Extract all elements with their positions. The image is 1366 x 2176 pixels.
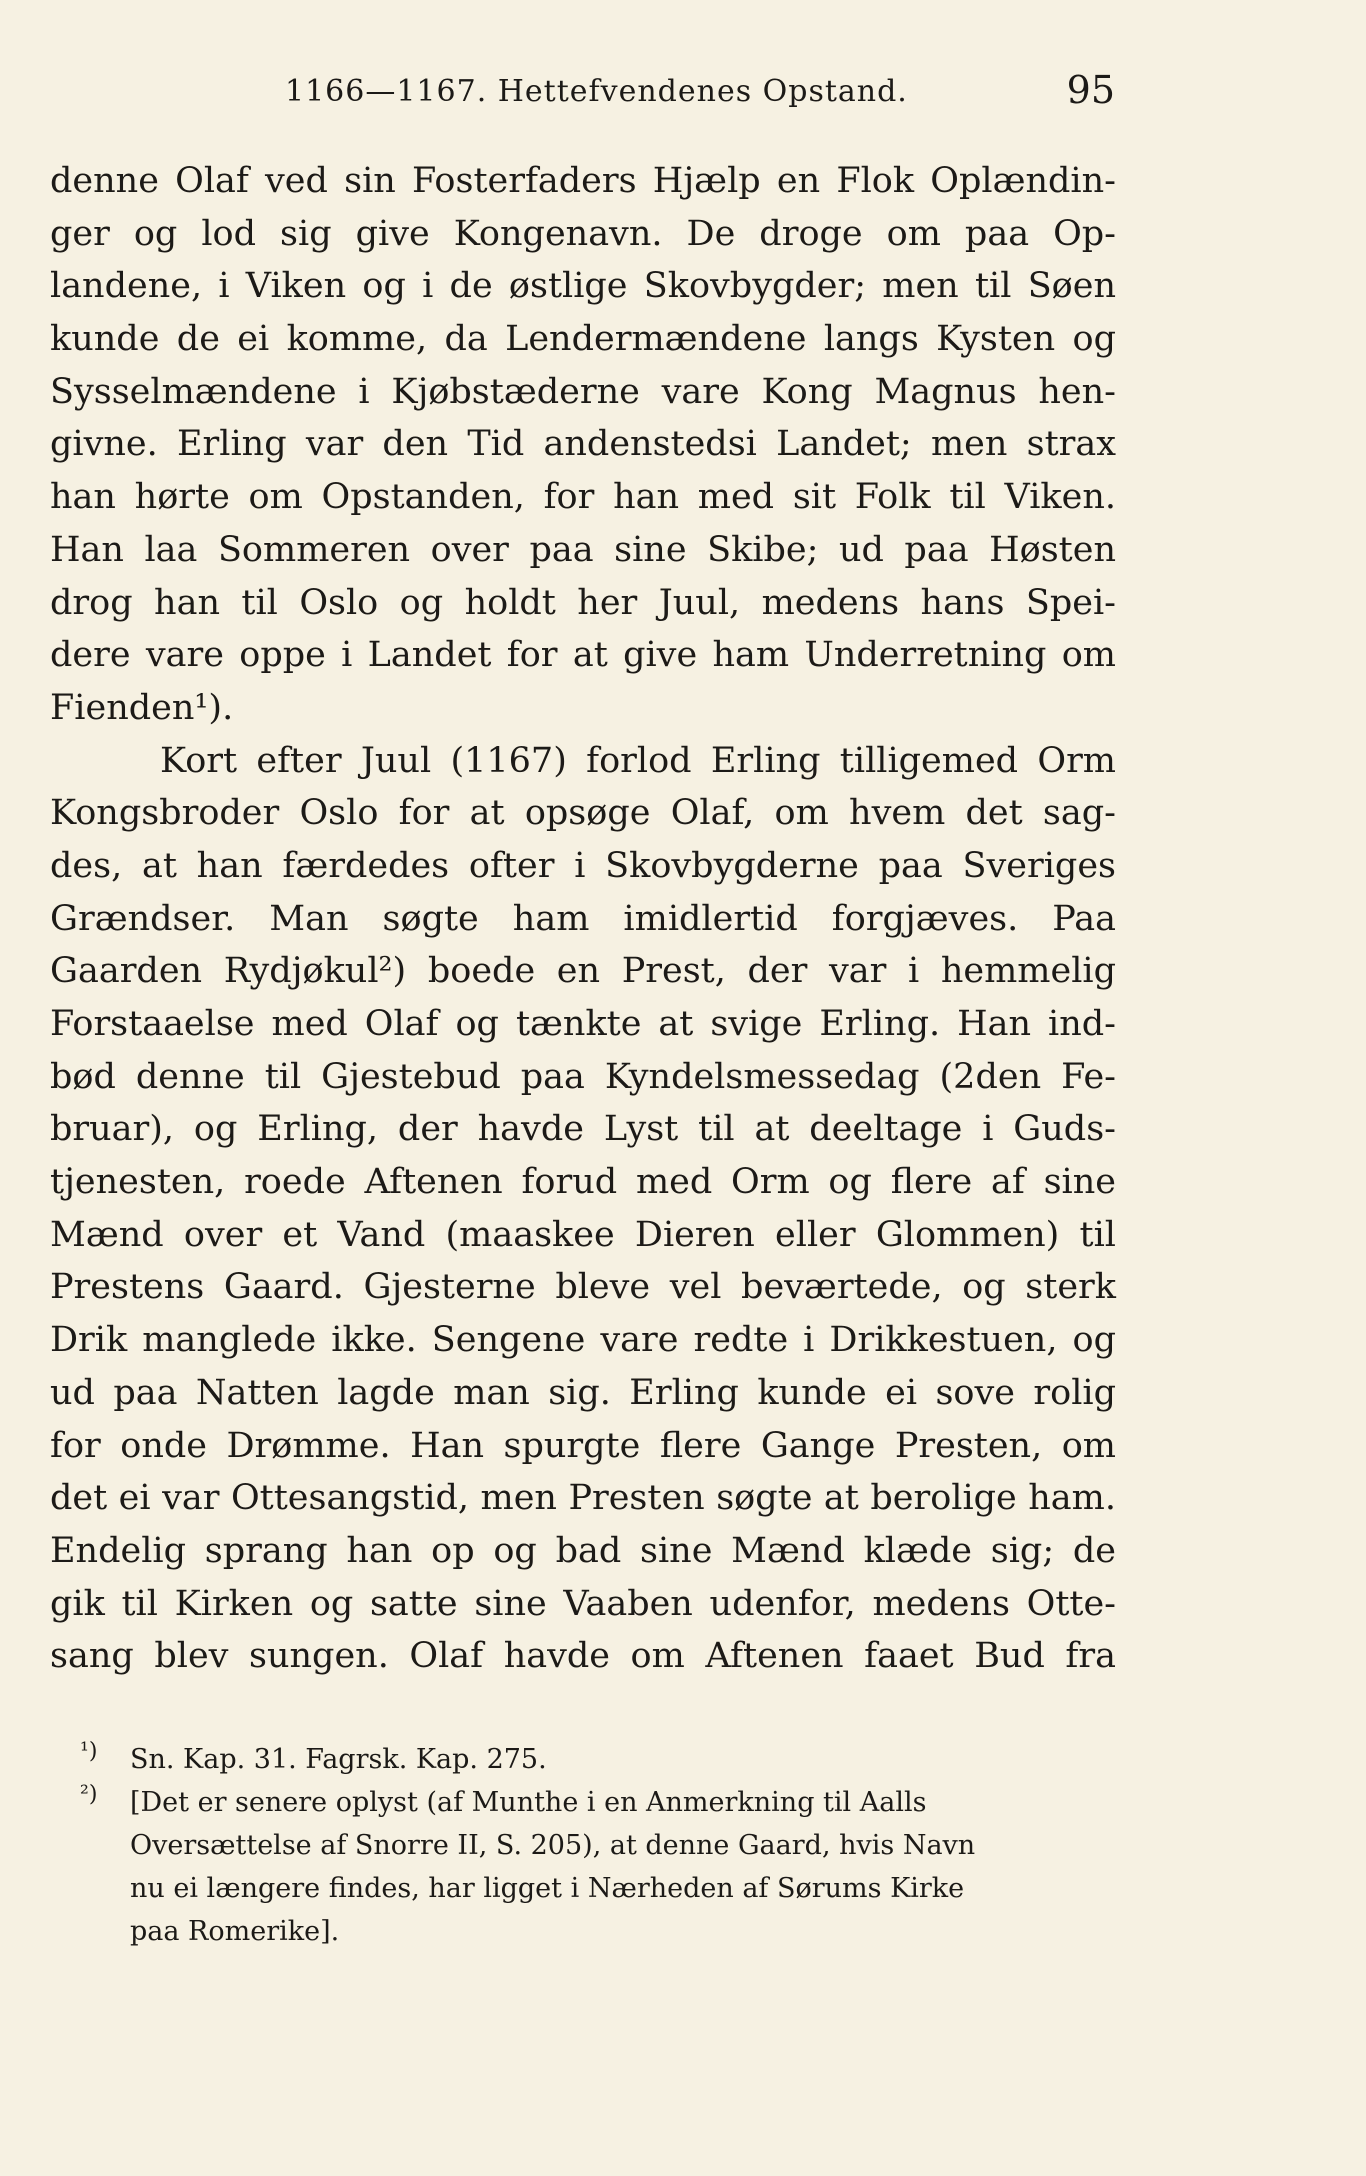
text-line: Endelig sprang han op og bad sine Mænd klæde sig; de — [50, 1530, 1116, 1571]
footnote-text-line: paa Romerike]. — [130, 1916, 340, 1947]
text-line: Mænd over et Vand (maaskee Dieren eller Glommen) til — [50, 1214, 1116, 1255]
text-line: Kongsbroder Oslo for at opsøge Olaf, om hvem det sag- — [50, 793, 1116, 834]
text-line: landene, i Viken og i de østlige Skovbygder; men til Søen — [50, 266, 1116, 307]
text-line: det ei var Ottesangstid, men Presten søgte at berolige ham. — [50, 1478, 1116, 1519]
text-line: bød denne til Gjestebud paa Kyndelsmessedag (2den Fe- — [50, 1056, 1116, 1097]
footnote-marker: ²) — [80, 1782, 98, 1807]
text-line: Prestens Gaard. Gjesterne bleve vel beværtede, og sterk — [50, 1267, 1116, 1308]
footnote-1 — [80, 1738, 1120, 1781]
text-line: sang blev sungen. Olaf havde om Aftenen faaet Bud fra — [50, 1636, 1116, 1677]
text-line: dere vare oppe i Landet for at give ham Underretning om — [50, 635, 1116, 676]
text-line: des, at han færdedes ofter i Skovbygderne paa Sveriges — [50, 845, 1116, 886]
text-line: drog han til Oslo og holdt her Juul, medens hans Spei- — [50, 582, 1116, 623]
page-number: 95 — [1066, 68, 1115, 112]
footnote-text: Sn. Kap. 31. Fagrsk. Kap. 275. — [130, 1744, 547, 1775]
footnotes — [80, 1738, 1120, 1953]
text-line: for onde Drømme. Han spurgte flere Gange Presten, om — [50, 1425, 1116, 1466]
footnote-text-line: Oversættelse af Snorre II, S. 205), at denne Gaard, hvis Navn — [130, 1830, 976, 1861]
text-line: ger og lod sig give Kongenavn. De droge om paa Op- — [50, 213, 1116, 254]
text-line: denne Olaf ved sin Fosterfaders Hjælp en Flok Oplændin- — [50, 161, 1116, 201]
text-line: bruar), og Erling, der havde Lyst til at deeltage i Guds- — [50, 1109, 1116, 1150]
header-title: 1166—1167. Hettefvendenes Opstand. — [285, 74, 908, 109]
text-line: Forstaaelse med Olaf og tænkte at svige Erling. Han ind- — [50, 1004, 1116, 1044]
text-line: gik til Kirken og satte sine Vaaben udenfor, medens Otte- — [50, 1583, 1116, 1624]
text-line: Grændser. Man søgte ham imidlertid forgjæves. Paa — [50, 898, 1116, 939]
text-line: ud paa Natten lagde man sig. Erling kunde ei sove rolig — [50, 1372, 1116, 1413]
footnote-marker: ¹) — [80, 1739, 98, 1764]
text-line: Sysselmændene i Kjøbstæderne vare Kong Magnus hen- — [50, 371, 1116, 412]
text-line: givne. Erling var den Tid andenstedsi Landet; men strax — [50, 424, 1116, 465]
running-header — [285, 68, 1115, 118]
text-line: tjenesten, roede Aftenen forud med Orm og flere af sine — [50, 1162, 1116, 1203]
footnote-text: [Det er senere oplyst (af Munthe i en Anmerkning til Aalls — [130, 1787, 927, 1818]
text-line: Fienden¹). — [50, 687, 234, 728]
footnote-2 — [80, 1781, 1120, 1824]
text-line: Drik manglede ikke. Sengene vare redte i Drikkestuen, og — [50, 1320, 1116, 1361]
paragraph-start-line: Kort efter Juul (1167) forlod Erling tilligemed Orm — [160, 740, 1116, 781]
footnote-text-line: nu ei længere findes, har ligget i Nærheden af Sørums Kirke — [130, 1873, 965, 1904]
text-line: kunde de ei komme, da Lendermændene langs Kysten og — [50, 319, 1116, 360]
body-text — [50, 155, 1116, 1683]
text-line: Han laa Sommeren over paa sine Skibe; ud paa Høsten — [50, 529, 1116, 570]
text-line: Gaarden Rydjøkul²) boede en Prest, der var i hemmelig — [50, 951, 1116, 992]
text-line: han hørte om Opstanden, for han med sit Folk til Viken. — [50, 477, 1116, 518]
